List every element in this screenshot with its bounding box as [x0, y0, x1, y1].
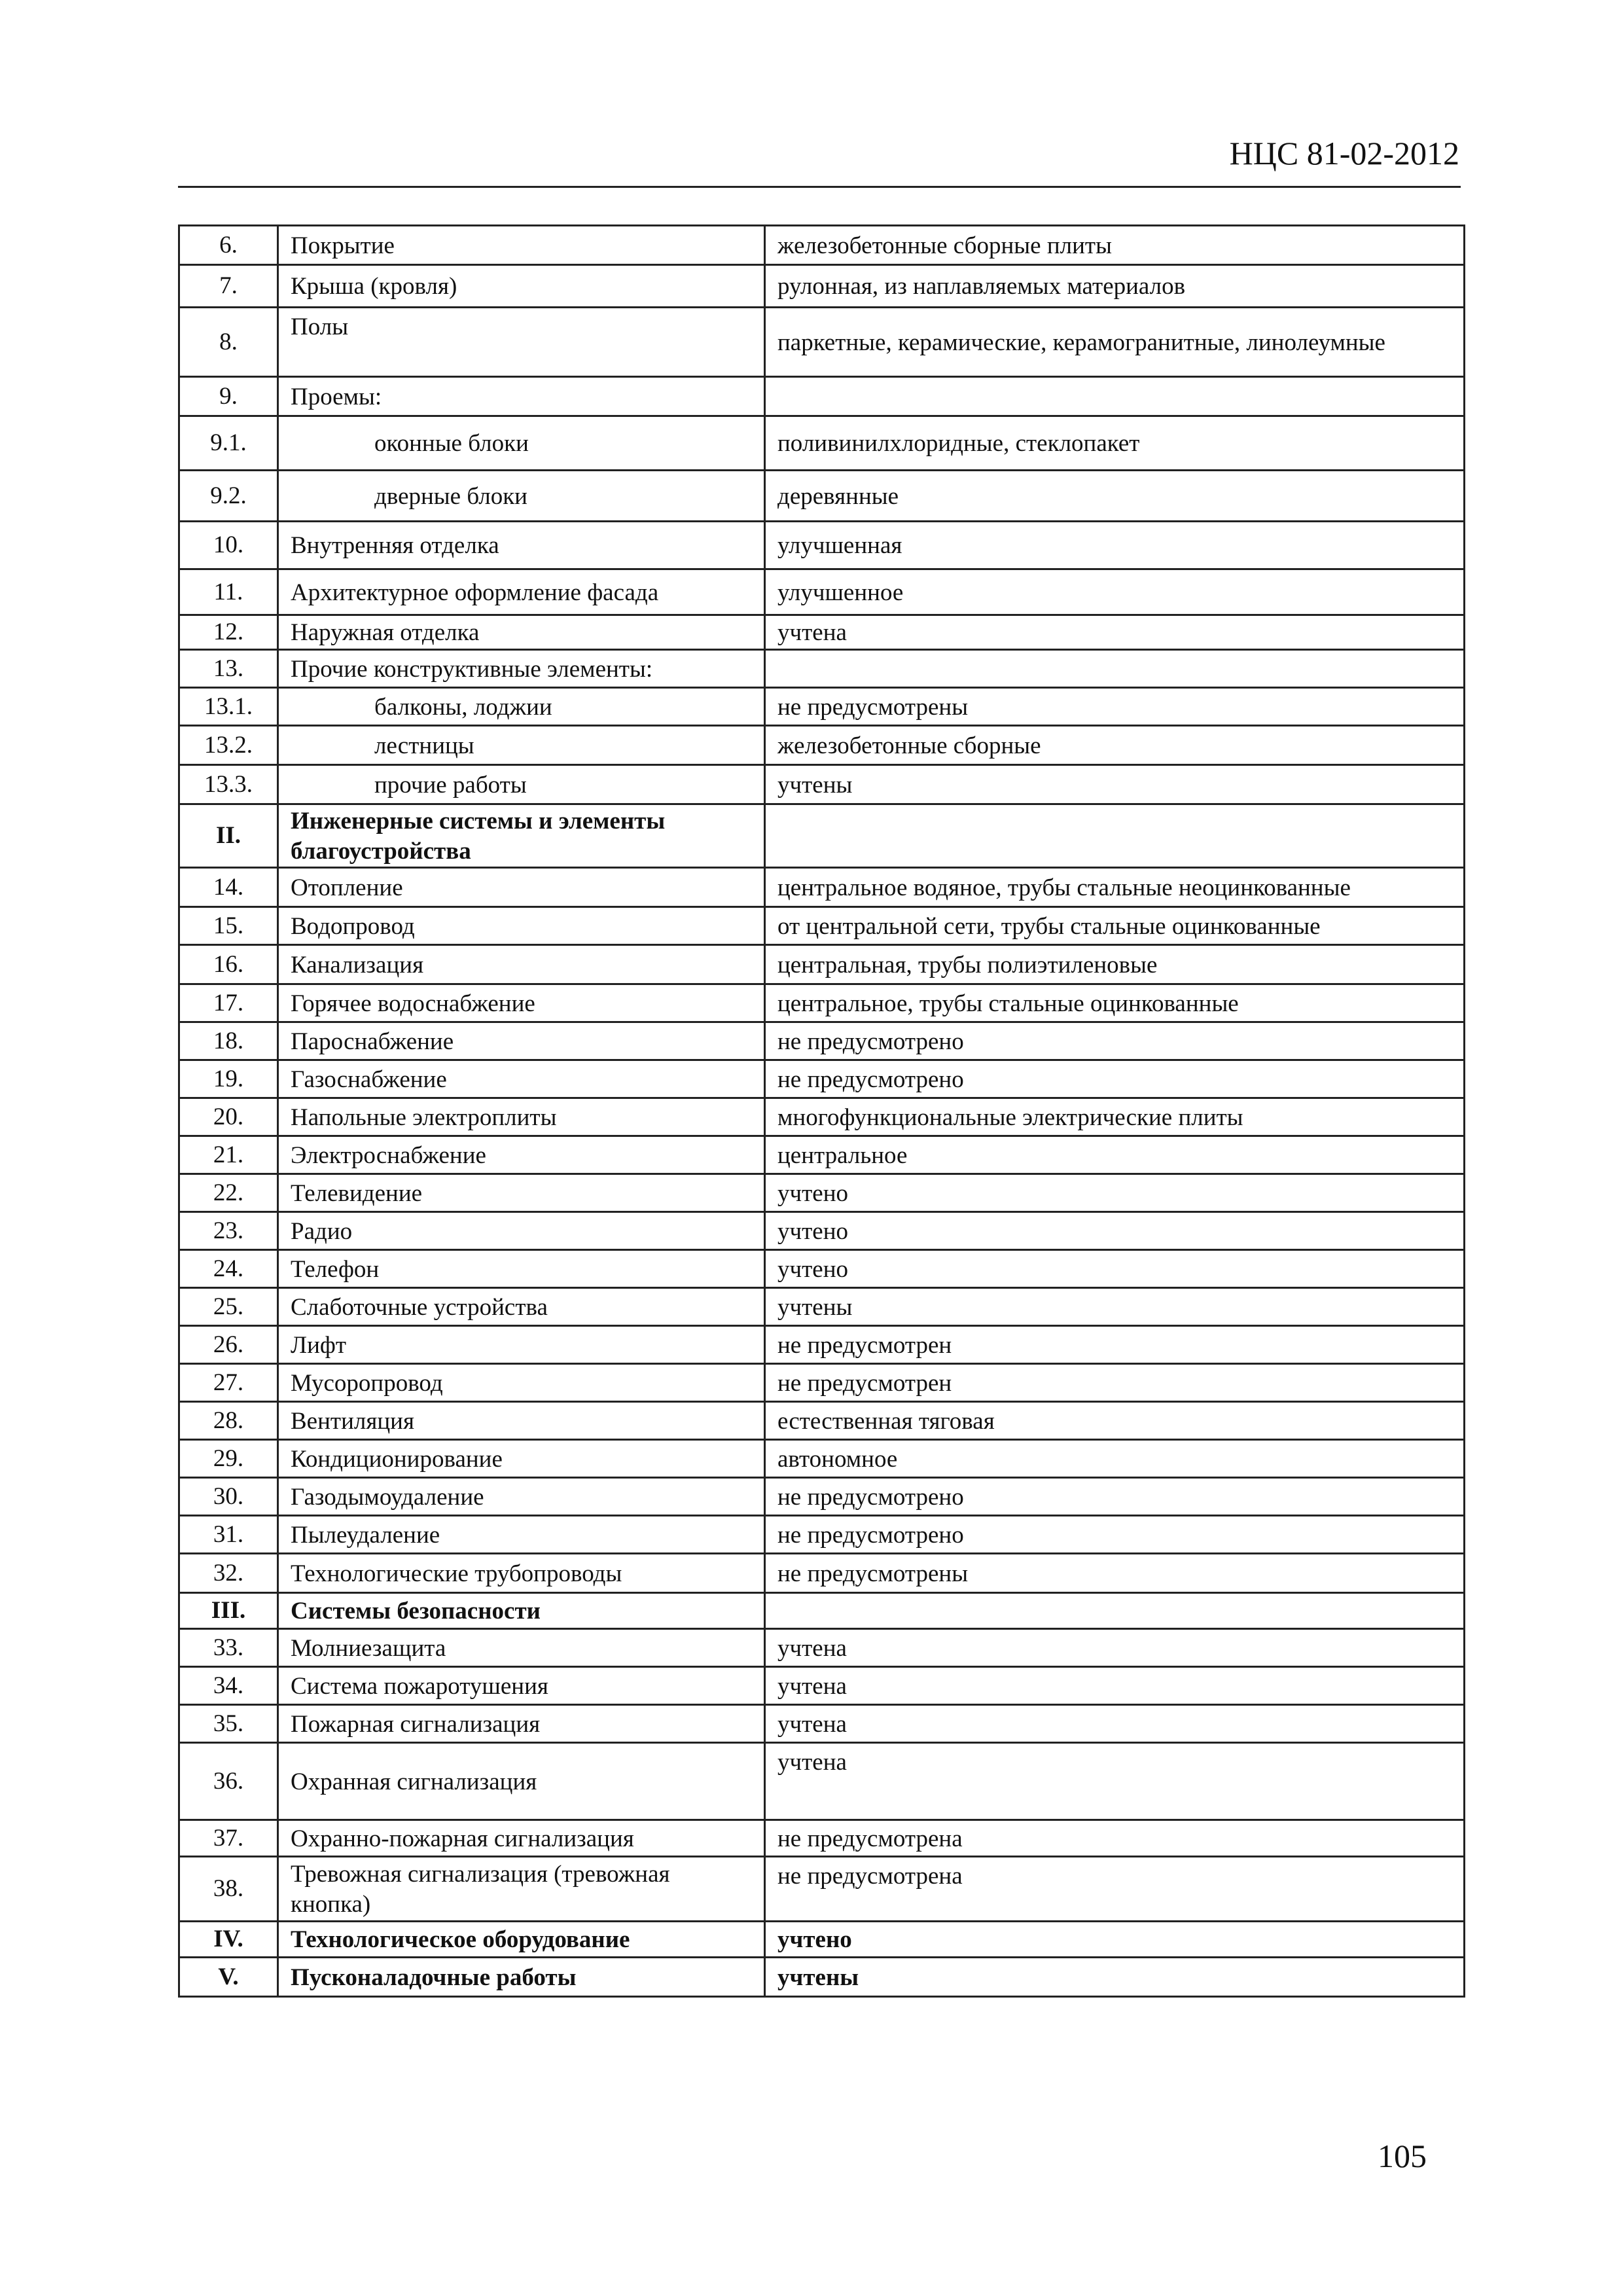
row-number: 6.: [179, 226, 278, 265]
element-name: Покрытие: [278, 226, 765, 265]
table-row: [179, 1554, 1465, 1593]
element-name: Пылеудаление: [278, 1516, 765, 1554]
element-name: Лифт: [278, 1326, 765, 1364]
table-row: [179, 1326, 1465, 1364]
table-row: [179, 226, 1465, 265]
element-value: учтены: [765, 1958, 1465, 1997]
row-number: 23.: [179, 1212, 278, 1250]
table-row: [179, 1364, 1465, 1402]
row-number: 13.1.: [179, 688, 278, 726]
row-number: 9.1.: [179, 416, 278, 471]
table-row: [179, 1212, 1465, 1250]
element-value: учтено: [765, 1922, 1465, 1958]
table-row: [179, 868, 1465, 907]
row-number: 9.2.: [179, 471, 278, 522]
table-row: [179, 1705, 1465, 1743]
element-value: не предусмотрено: [765, 1022, 1465, 1060]
element-name: Напольные электроплиты: [278, 1098, 765, 1136]
element-name: Мусоропровод: [278, 1364, 765, 1402]
element-value: учтены: [765, 765, 1465, 804]
element-name: Наружная отделка: [278, 615, 765, 650]
element-name: Тревожная сигнализация (тревожная кнопка): [278, 1857, 765, 1922]
element-value: учтено: [765, 1174, 1465, 1212]
table-row: [179, 471, 1465, 522]
row-number: 21.: [179, 1136, 278, 1174]
element-value: естественная тяговая: [765, 1402, 1465, 1440]
row-number: 10.: [179, 522, 278, 569]
element-value: [765, 377, 1465, 416]
table-row: [179, 1629, 1465, 1667]
section-row: [179, 804, 1465, 868]
element-value: центральное: [765, 1136, 1465, 1174]
element-value: учтено: [765, 1250, 1465, 1288]
row-number: 33.: [179, 1629, 278, 1667]
element-name: Газодымоудаление: [278, 1478, 765, 1516]
element-name: Канализация: [278, 945, 765, 984]
element-name: Внутренняя отделка: [278, 522, 765, 569]
table-row: [179, 416, 1465, 471]
table-row: [179, 1667, 1465, 1705]
element-value: центральное водяное, трубы стальные неоцинкованные: [765, 868, 1465, 907]
element-value: поливинилхлоридные, стеклопакет: [765, 416, 1465, 471]
table-row: [179, 907, 1465, 945]
document-code: НЦС 81-02-2012: [1229, 135, 1459, 171]
row-number: 8.: [179, 308, 278, 377]
table-row: [179, 726, 1465, 765]
row-number: 29.: [179, 1440, 278, 1478]
element-name: Проемы:: [278, 377, 765, 416]
row-number: 37.: [179, 1820, 278, 1857]
element-name: Крыша (кровля): [278, 265, 765, 308]
element-value: не предусмотрены: [765, 688, 1465, 726]
element-name: Кондиционирование: [278, 1440, 765, 1478]
element-name: Радио: [278, 1212, 765, 1250]
element-value: от центральной сети, трубы стальные оцинкованные: [765, 907, 1465, 945]
element-name: Инженерные системы и элементы благоустройства: [278, 804, 765, 868]
table-row: [179, 650, 1465, 688]
header-divider: [178, 186, 1461, 188]
table-row: [179, 1743, 1465, 1820]
row-number: 13.: [179, 650, 278, 688]
element-name: оконные блоки: [278, 416, 765, 471]
row-number: 18.: [179, 1022, 278, 1060]
element-value: не предусмотрены: [765, 1554, 1465, 1593]
row-number: 38.: [179, 1857, 278, 1922]
row-number: 27.: [179, 1364, 278, 1402]
element-value: улучшенная: [765, 522, 1465, 569]
element-name: Электроснабжение: [278, 1136, 765, 1174]
row-number: 9.: [179, 377, 278, 416]
element-value: учтены: [765, 1288, 1465, 1326]
row-number: 19.: [179, 1060, 278, 1098]
row-number: V.: [179, 1958, 278, 1997]
element-value: [765, 804, 1465, 868]
element-value: центральная, трубы полиэтиленовые: [765, 945, 1465, 984]
table-row: [179, 1022, 1465, 1060]
row-number: 17.: [179, 984, 278, 1022]
row-number: 22.: [179, 1174, 278, 1212]
table-row: [179, 1174, 1465, 1212]
element-value: учтена: [765, 1629, 1465, 1667]
table-row: [179, 1098, 1465, 1136]
element-name: Полы: [278, 308, 765, 377]
table-row: [179, 522, 1465, 569]
table-row: [179, 615, 1465, 650]
element-value: железобетонные сборные плиты: [765, 226, 1465, 265]
element-name: Технологические трубопроводы: [278, 1554, 765, 1593]
row-number: 12.: [179, 615, 278, 650]
table-row: [179, 569, 1465, 615]
row-number: IV.: [179, 1922, 278, 1958]
element-value: не предусмотрено: [765, 1516, 1465, 1554]
element-value: железобетонные сборные: [765, 726, 1465, 765]
row-number: 11.: [179, 569, 278, 615]
element-value: паркетные, керамические, керамогранитные, линолеумные: [765, 308, 1465, 377]
row-number: 13.2.: [179, 726, 278, 765]
row-number: 36.: [179, 1743, 278, 1820]
element-name: Пароснабжение: [278, 1022, 765, 1060]
element-value: деревянные: [765, 471, 1465, 522]
element-name: прочие работы: [278, 765, 765, 804]
table-row: [179, 984, 1465, 1022]
element-name: Молниезащита: [278, 1629, 765, 1667]
table-row: [179, 765, 1465, 804]
element-value: [765, 650, 1465, 688]
row-number: 14.: [179, 868, 278, 907]
specification-table-body: [179, 226, 1465, 1997]
element-name: Газоснабжение: [278, 1060, 765, 1098]
element-value: учтено: [765, 1212, 1465, 1250]
element-value: [765, 1593, 1465, 1629]
section-row: [179, 1922, 1465, 1958]
section-row: [179, 1958, 1465, 1997]
element-name: Отопление: [278, 868, 765, 907]
page-number: 105: [1378, 2138, 1427, 2174]
row-number: 26.: [179, 1326, 278, 1364]
element-value: учтена: [765, 1743, 1465, 1820]
row-number: 28.: [179, 1402, 278, 1440]
table-row: [179, 1516, 1465, 1554]
section-row: [179, 1593, 1465, 1629]
table-row: [179, 377, 1465, 416]
table-row: [179, 1820, 1465, 1857]
element-value: улучшенное: [765, 569, 1465, 615]
element-name: Телевидение: [278, 1174, 765, 1212]
element-value: не предусмотрен: [765, 1364, 1465, 1402]
row-number: 34.: [179, 1667, 278, 1705]
element-value: не предусмотрен: [765, 1326, 1465, 1364]
element-name: Системы безопасности: [278, 1593, 765, 1629]
table-row: [179, 1136, 1465, 1174]
element-value: не предусмотрена: [765, 1857, 1465, 1922]
element-value: не предусмотрено: [765, 1478, 1465, 1516]
element-name: балконы, лоджии: [278, 688, 765, 726]
specification-table: [178, 224, 1465, 1998]
element-name: лестницы: [278, 726, 765, 765]
table-row: [179, 1060, 1465, 1098]
element-value: центральное, трубы стальные оцинкованные: [765, 984, 1465, 1022]
row-number: 32.: [179, 1554, 278, 1593]
table-row: [179, 1440, 1465, 1478]
element-name: Пожарная сигнализация: [278, 1705, 765, 1743]
element-value: учтена: [765, 1705, 1465, 1743]
table-row: [179, 1857, 1465, 1922]
row-number: 7.: [179, 265, 278, 308]
element-name: Система пожаротушения: [278, 1667, 765, 1705]
element-name: Технологическое оборудование: [278, 1922, 765, 1958]
row-number: 16.: [179, 945, 278, 984]
element-name: Прочие конструктивные элементы:: [278, 650, 765, 688]
table-row: [179, 688, 1465, 726]
row-number: 35.: [179, 1705, 278, 1743]
element-name: дверные блоки: [278, 471, 765, 522]
element-name: Пусконаладочные работы: [278, 1958, 765, 1997]
table-row: [179, 1478, 1465, 1516]
element-value: учтена: [765, 1667, 1465, 1705]
row-number: 15.: [179, 907, 278, 945]
element-name: Телефон: [278, 1250, 765, 1288]
element-name: Архитектурное оформление фасада: [278, 569, 765, 615]
row-number: 13.3.: [179, 765, 278, 804]
element-value: не предусмотрено: [765, 1060, 1465, 1098]
element-value: автономное: [765, 1440, 1465, 1478]
table-row: [179, 945, 1465, 984]
row-number: II.: [179, 804, 278, 868]
table-row: [179, 265, 1465, 308]
row-number: III.: [179, 1593, 278, 1629]
element-value: многофункциональные электрические плиты: [765, 1098, 1465, 1136]
row-number: 20.: [179, 1098, 278, 1136]
element-value: учтена: [765, 615, 1465, 650]
element-name: Слаботочные устройства: [278, 1288, 765, 1326]
table-row: [179, 1402, 1465, 1440]
element-name: Водопровод: [278, 907, 765, 945]
element-name: Охранно-пожарная сигнализация: [278, 1820, 765, 1857]
row-number: 31.: [179, 1516, 278, 1554]
table-row: [179, 1250, 1465, 1288]
table-row: [179, 308, 1465, 377]
row-number: 25.: [179, 1288, 278, 1326]
element-name: Вентиляция: [278, 1402, 765, 1440]
element-value: рулонная, из наплавляемых материалов: [765, 265, 1465, 308]
row-number: 24.: [179, 1250, 278, 1288]
table-row: [179, 1288, 1465, 1326]
element-name: Охранная сигнализация: [278, 1743, 765, 1820]
element-value: не предусмотрена: [765, 1820, 1465, 1857]
row-number: 30.: [179, 1478, 278, 1516]
element-name: Горячее водоснабжение: [278, 984, 765, 1022]
